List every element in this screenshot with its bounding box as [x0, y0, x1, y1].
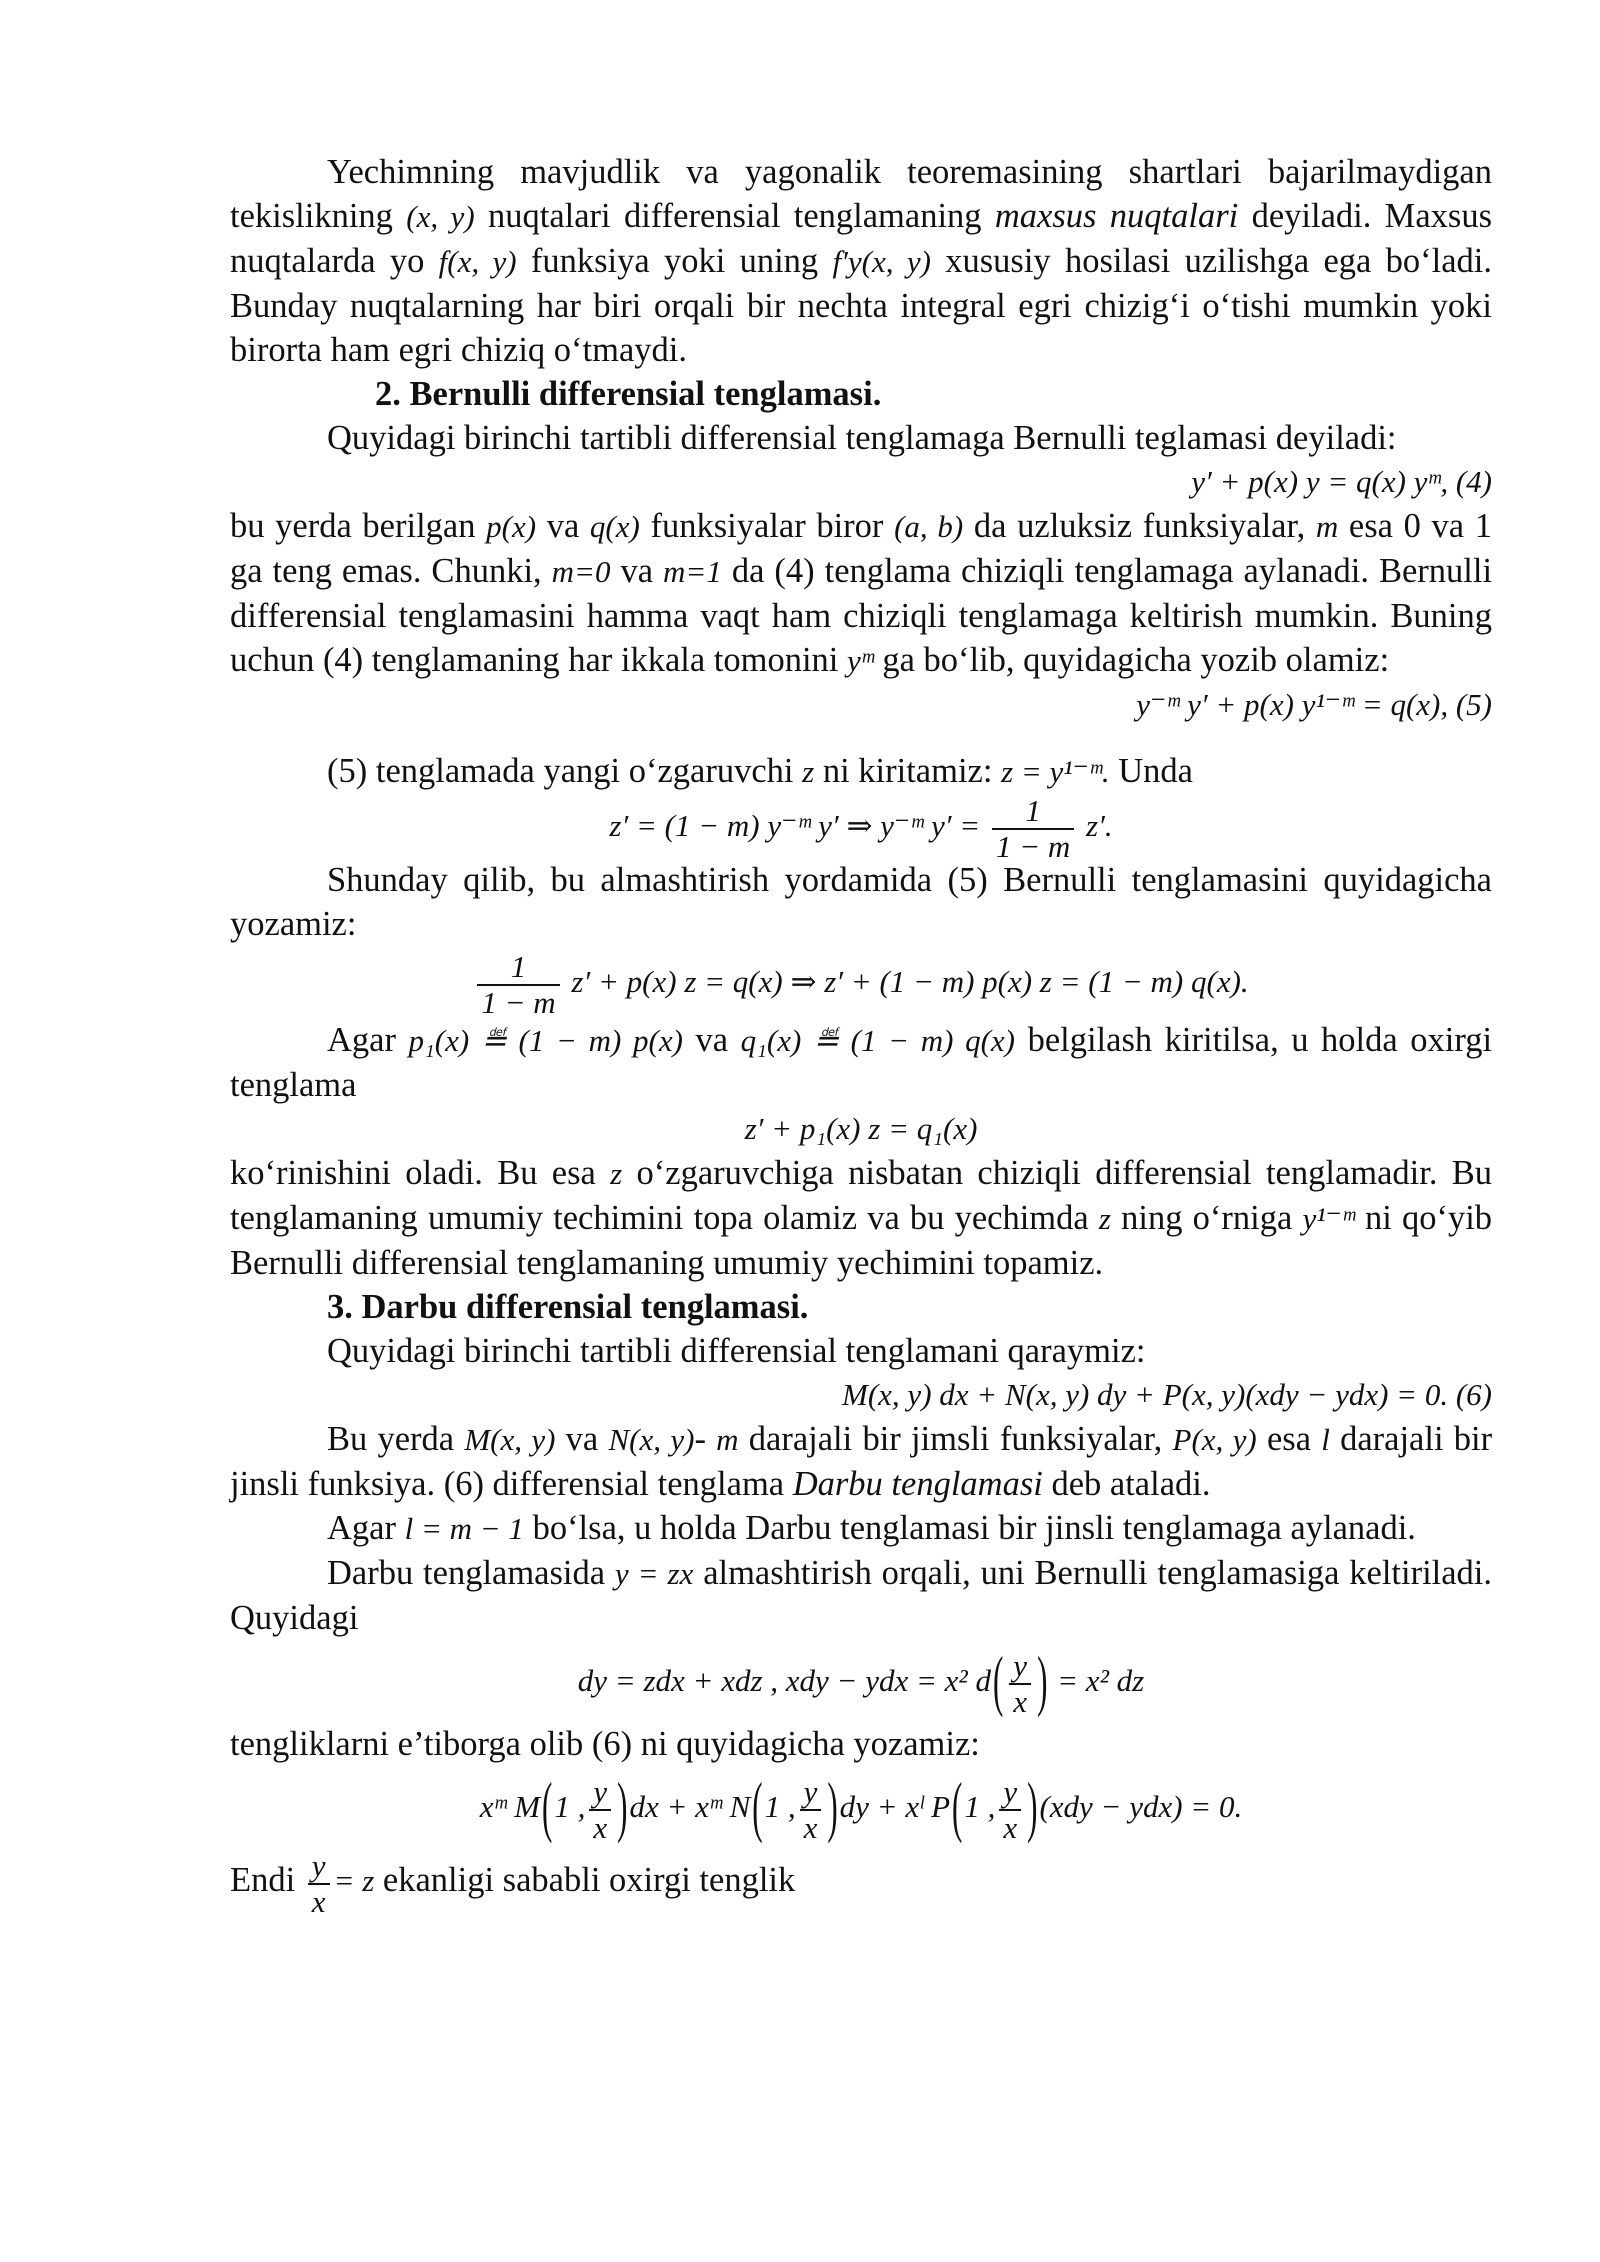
paragraph-darboux-substitution: [230, 1551, 1492, 1640]
text: nuqtalari differensial tenglamaning: [488, 197, 982, 235]
denominator: 1 − m: [481, 984, 556, 1020]
text: esa 0 va 1 ga teng emas. Chunki,: [230, 507, 1492, 590]
paragraph-darboux-def: [230, 1417, 1492, 1506]
math-M: M(x, y): [464, 1422, 556, 1457]
heading-darboux: 3. Darbu differensial tenglamasi.: [327, 1288, 809, 1326]
numerator: y: [308, 1849, 330, 1885]
text: Agar: [327, 1509, 396, 1547]
paren-close: ): [827, 1767, 838, 1845]
paragraph-substitution: [230, 749, 1492, 794]
equation-6: M(x, y) dx + N(x, y) dy + P(x, y)(xdy − ydx) = 0. (6): [842, 1377, 1492, 1412]
fraction: [589, 1775, 611, 1845]
math-f: f(x, y): [438, 244, 517, 279]
text: darajali bir jimsli funksiyalar,: [748, 1420, 1163, 1458]
math-y-over-x: [304, 1847, 375, 1919]
math-y-zx: y = zx: [614, 1556, 694, 1591]
equation-5: y⁻ᵐ y′ + p(x) y¹⁻ᵐ = q(x), (5): [1136, 687, 1492, 722]
text: o‘zgaruvchiga nisbatan chiziqli differensial tenglamadir. Bu tenglamaning umumiy techimini topa olamiz va bu yechimda: [230, 1154, 1493, 1237]
paren-open: (: [952, 1767, 963, 1845]
paren-open: (: [992, 1641, 1004, 1719]
text: Yechimning mavjudlik va yagonalik teoremasining shartlari bajarilmaydigan tekislikning: [230, 153, 1492, 235]
eq-part: 1 ,: [964, 1789, 996, 1824]
eq-part: 1 ,: [764, 1789, 796, 1824]
denominator: x: [593, 1809, 608, 1845]
paragraph-notation: [230, 1018, 1492, 1107]
denominator: 1 − m: [995, 829, 1071, 864]
paren-close: ): [1037, 1641, 1048, 1719]
text: Bu yerda: [327, 1420, 455, 1458]
eq-part: z′ + p(x) z = q(x) ⇒ z′ + (1 − m) p(x) z = (1 − m) q(x).: [571, 964, 1249, 999]
eq-part: = x² dz: [1057, 1663, 1145, 1698]
eq-part: 1 ,: [554, 1789, 586, 1824]
math-z: z: [802, 754, 815, 789]
text: (5) tenglamada yangi o‘zgaruvchi: [327, 752, 794, 790]
math-z: z: [1098, 1201, 1111, 1236]
math-q: q(x): [589, 509, 640, 544]
paren-open: (: [542, 1767, 553, 1845]
text: darajali bir jinsli funksiya. (6) differensial tenglama: [230, 1420, 1493, 1503]
paragraph-singular-points: [230, 150, 1492, 372]
denominator: x: [1003, 1809, 1018, 1845]
paragraph-homogeneous-case: [230, 1506, 1492, 1551]
denominator: x: [311, 1883, 326, 1919]
paren-open: (: [752, 1767, 763, 1845]
fraction: [1009, 1649, 1031, 1719]
math-p1: p₁(x) ≝ (1 − m) p(x): [408, 1023, 683, 1058]
paragraph-bernoulli-intro: Quyidagi birinchi tartibli differensial tenglamaga Bernulli teglamasi deyiladi:: [327, 419, 1397, 457]
math-m0: m=0: [551, 554, 611, 589]
numerator: 1: [992, 794, 1074, 830]
fraction: [800, 1775, 822, 1845]
paragraph-bernoulli-conditions: [230, 504, 1492, 683]
text: funksiya yoki uning: [530, 242, 819, 280]
math-xy: (x, y): [406, 199, 475, 234]
text: almashtirish orqali, uni Bernulli tenglamasiga keltiriladi. Quyidagi: [230, 1554, 1493, 1637]
paragraph-darboux-intro: Quyidagi birinchi tartibli differensial tenglamani qaraymiz:: [327, 1332, 1146, 1370]
paragraph-rewrite: Shunday qilib, bu almashtirish yordamida (5) Bernulli tenglamasini quyidagicha yozamiz:: [230, 861, 1492, 943]
text: va: [546, 507, 580, 545]
text: Darbu tenglamasida: [327, 1554, 606, 1592]
equation-bernoulli-linear: [230, 946, 1492, 1018]
numerator: y: [800, 1775, 822, 1811]
text: va: [565, 1420, 599, 1458]
text: xususiy hosilasi uzilishga ega bo‘ladi. Bunday nuqtalarning har biri orqali bir nechta integral egri chizig‘i o‘tishi mumkin yoki birorta ham egri chiziq o‘tmaydi.: [230, 242, 1492, 369]
numerator: y: [999, 1775, 1021, 1811]
fraction: [477, 950, 559, 1020]
paren-close: ): [617, 1767, 628, 1845]
text: bo‘lsa, u holda Darbu tenglamasi bir jinsli tenglamaga aylanadi.: [532, 1509, 1416, 1547]
math-q1: q₁(x) ≝ (1 − m) q(x): [740, 1023, 1016, 1058]
math-m: m: [716, 1422, 739, 1457]
denominator: x: [803, 1809, 818, 1845]
eq-part: dx + xᵐ N: [629, 1789, 751, 1824]
text: ga bo‘lib, quyidagicha yozib olamiz:: [882, 641, 1390, 679]
equation-linear-z: z′ + p₁(x) z = q₁(x): [744, 1111, 978, 1146]
math-y-power: y¹⁻ᵐ: [1302, 1201, 1355, 1236]
text: esa: [1266, 1420, 1312, 1458]
denominator: x: [1013, 1683, 1028, 1719]
text: bu yerda berilgan: [230, 507, 476, 545]
fraction: [999, 1775, 1021, 1845]
fraction: [992, 794, 1074, 864]
text: va: [620, 552, 654, 590]
math-l-eq: l = m − 1: [404, 1511, 524, 1546]
math-m: m: [1315, 509, 1339, 544]
equation-differentials: [230, 1640, 1492, 1722]
text: va: [695, 1021, 729, 1059]
text: ning o‘rniga: [1121, 1199, 1293, 1237]
text: ni qo‘yib Bernulli differensial tenglamaning umumiy yechimini topamiz.: [230, 1199, 1493, 1282]
spacer: [230, 727, 1492, 749]
math-fy: f′y(x, y): [832, 244, 931, 279]
eq-part: z′.: [1086, 808, 1113, 844]
text: Endi: [230, 1861, 296, 1899]
paragraph-final: [230, 1847, 1492, 1919]
text: -: [694, 1420, 706, 1458]
document-page: [230, 150, 1493, 1919]
text: funksiyalar biror: [650, 507, 884, 545]
text: da (4) tenglama chiziqli tenglamaga aylanadi. Bernulli differensial tenglamasini hamma vaqt ham chiziqli tenglamaga keltirish mumkin. Buning uchun (4) tenglamaning har ikkala tomonini: [230, 552, 1493, 679]
math-l: l: [1321, 1422, 1330, 1457]
text: Agar: [327, 1021, 396, 1059]
numerator: y: [589, 1775, 611, 1811]
equation-z-derivative: [230, 793, 1492, 864]
paren-close: ): [1027, 1767, 1038, 1845]
text: ekanligi sababli oxirgi tenglik: [382, 1861, 796, 1899]
paragraph-taking-into-account: tengliklarni e’tiborga olib (6) ni quyidagicha yozamiz:: [230, 1725, 980, 1763]
math-ym: yᵐ: [847, 643, 874, 678]
eq-part: = z: [333, 1863, 375, 1898]
numerator: 1: [477, 950, 559, 986]
paragraph-linear-solution: [230, 1151, 1492, 1285]
math-interval: (a, b): [894, 509, 964, 544]
eq-part: dy = zdx + xdz , xdy − ydx = x² d: [577, 1663, 991, 1698]
text: deb ataladi.: [1051, 1465, 1211, 1503]
term-darbu-tenglamasi: Darbu tenglamasi: [792, 1465, 1043, 1503]
eq-part: dy + xˡ P: [839, 1789, 951, 1824]
fraction: [308, 1849, 330, 1919]
math-z: z: [610, 1156, 623, 1191]
numerator: y: [1009, 1649, 1031, 1685]
heading-bernoulli: 2. Bernulli differensial tenglamasi.: [375, 375, 882, 413]
math-p: p(x): [486, 509, 537, 544]
text: belgilash kiritilsa, u holda oxirgi tenglama: [230, 1021, 1493, 1104]
equation-transformed: [230, 1766, 1492, 1848]
math-N: N(x, y): [608, 1422, 695, 1457]
text: deyiladi. Maxsus nuqtalarda yo: [230, 197, 1493, 280]
text: Unda: [1118, 752, 1193, 790]
term-maxsus-nuqtalari: maxsus nuqtalari: [994, 197, 1239, 235]
text: ni kiritamiz:: [822, 752, 993, 790]
text: da uzluksiz funksiyalar,: [973, 507, 1306, 545]
eq-part: (xdy − ydx) = 0.: [1039, 1789, 1243, 1824]
math-z-def: z = y¹⁻ᵐ.: [1001, 754, 1110, 789]
math-P: P(x, y): [1172, 1422, 1257, 1457]
math-m1: m=1: [663, 554, 722, 589]
text: ko‘rinishini oladi. Bu esa: [230, 1154, 596, 1192]
eq-part: xᵐ M: [479, 1789, 541, 1824]
equation-4: y′ + p(x) y = q(x) yᵐ, (4): [1191, 464, 1492, 499]
eq-part: z′ = (1 − m) y⁻ᵐ y′ ⇒ y⁻ᵐ y′ =: [609, 808, 981, 844]
